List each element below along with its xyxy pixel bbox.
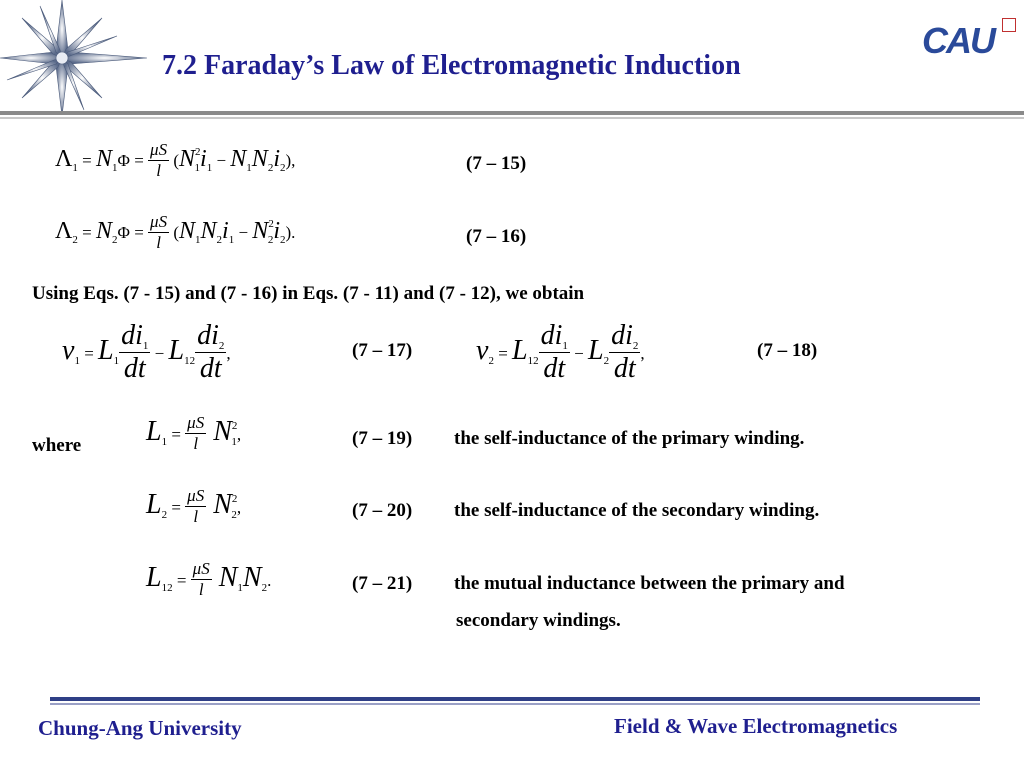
description-7-20: the self-inductance of the secondary winding. xyxy=(454,500,820,521)
description-7-21-line2: secondary windings. xyxy=(456,610,621,631)
description-7-19: the self-inductance of the primary winding. xyxy=(454,428,805,449)
footer-rule-thin xyxy=(50,703,980,705)
footer-rule xyxy=(50,697,980,701)
eq-number-7-19: (7 – 19) xyxy=(352,428,413,449)
equation-7-19: $L_1$ = $\frac{\mu S}{l}$ $N^2_1$, xyxy=(146,413,242,453)
equation-7-15: $\Lambda_1 = N_1\Phi$ = $\frac{\mu S}{l}$ $(N^2_1i_1 - N_1N_2i_2)$, xyxy=(55,140,296,180)
slide-title: 7.2 Faraday’s Law of Electromagnetic Induction xyxy=(162,50,741,81)
eq-number-7-21: (7 – 21) xyxy=(352,573,413,594)
cau-logo xyxy=(922,14,1017,64)
equation-7-18: $v_2 = L_{12}$ $\frac{di_1}{dt}$ − $L_2$ $\frac{di_2}{dt}$ , xyxy=(476,320,645,384)
equation-7-17: $v_1 = L_1$ $\frac{di_1}{dt}$ − $L_{12}$ $\frac{di_2}{dt}$ , xyxy=(62,320,231,384)
equation-7-21: $L_{12}$ = $\frac{\mu S}{l}$ $N_1N_2$. xyxy=(146,559,272,599)
eq-number-7-18: (7 – 18) xyxy=(757,340,818,361)
eq-number-7-17: (7 – 17) xyxy=(352,340,413,361)
where-label: where xyxy=(32,435,82,456)
equation-7-20: $L_2$ = $\frac{\mu S}{l}$ $N^2_2$, xyxy=(146,486,242,526)
top-rule xyxy=(0,111,1024,115)
equation-7-16: $\Lambda_2 = N_2\Phi$ = $\frac{\mu S}{l}$ $(N_1N_2i_1 - N^2_2i_2)$. xyxy=(55,212,296,252)
cau-logo-text: CAU xyxy=(922,20,994,61)
logo-box-icon xyxy=(1002,18,1016,32)
description-7-21-line1: the mutual inductance between the primary and xyxy=(454,573,845,594)
footer-university: Chung-Ang University xyxy=(38,716,242,740)
eq-number-7-15: (7 – 15) xyxy=(466,153,527,174)
star-logo-icon xyxy=(0,0,150,112)
footer-course: Field & Wave Electromagnetics xyxy=(614,714,898,738)
eq-number-7-16: (7 – 16) xyxy=(466,226,527,247)
top-rule-thin xyxy=(0,117,1024,119)
eq-number-7-20: (7 – 20) xyxy=(352,500,413,521)
intro-text: Using Eqs. (7 - 15) and (7 - 16) in Eqs. (7 - 11) and (7 - 12), we obtain xyxy=(32,283,585,304)
